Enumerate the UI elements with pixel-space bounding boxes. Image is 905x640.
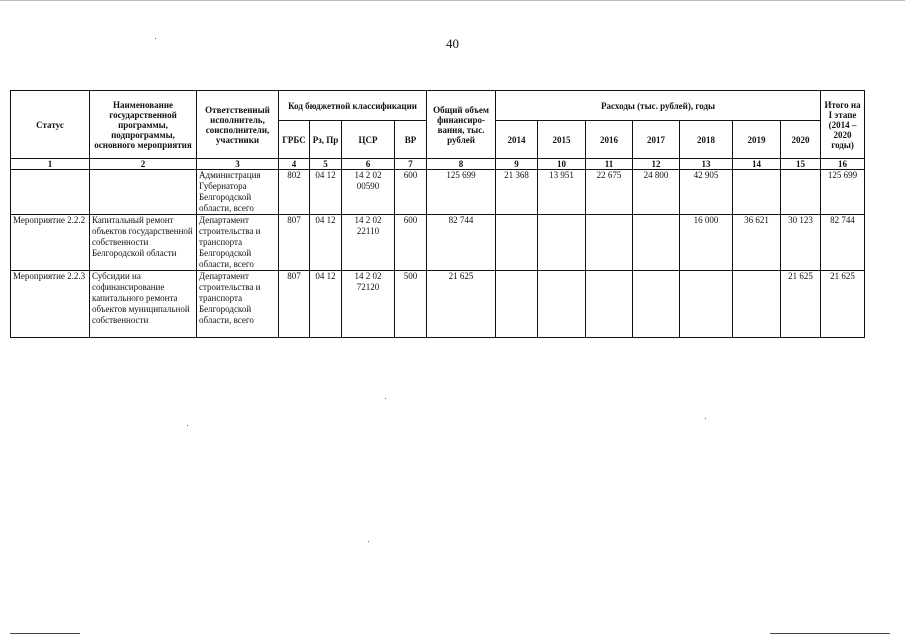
header-executor: Ответственный исполнитель, соисполнители, участники [197, 91, 279, 159]
header-year-2017: 2017 [633, 121, 680, 159]
column-number: 16 [821, 159, 865, 170]
column-number: 12 [633, 159, 680, 170]
cell-2019 [733, 271, 781, 338]
scan-artifact-dot [187, 425, 188, 426]
cell-total: 125 699 [427, 170, 496, 215]
header-total-financing: Общий объем финансиро-вания, тыс. рублей [427, 91, 496, 159]
cell-2016 [586, 215, 633, 271]
cell-2020 [781, 170, 821, 215]
cell-program-name: Субсидии на софинансирование капитального ремонта объектов муниципальной собственности [90, 271, 197, 338]
column-number: 15 [781, 159, 821, 170]
cell-2019 [733, 170, 781, 215]
column-number: 5 [310, 159, 342, 170]
header-vr: ВР [395, 121, 427, 159]
cell-status: Мероприятие 2.2.3 [11, 271, 90, 338]
cell-2018 [680, 271, 733, 338]
cell-rz-pr: 04 12 [310, 271, 342, 338]
cell-csr: 14 2 02 72120 [342, 271, 395, 338]
cell-2014: 21 368 [496, 170, 538, 215]
cell-grbs: 802 [279, 170, 310, 215]
header-expenses: Расходы (тыс. рублей), годы [496, 91, 821, 121]
column-number: 9 [496, 159, 538, 170]
cell-executor: Департамент строительства и транспорта Белгородской области, всего [197, 215, 279, 271]
cell-executor: Департамент строительства и транспорта Белгородской области, всего [197, 271, 279, 338]
cell-stage-total: 21 625 [821, 271, 865, 338]
cell-2016 [586, 271, 633, 338]
column-number: 14 [733, 159, 781, 170]
scan-artifact-dot [368, 541, 369, 542]
header-budget-code: Код бюджетной классификации [279, 91, 427, 121]
column-number: 11 [586, 159, 633, 170]
cell-2020: 30 123 [781, 215, 821, 271]
column-number: 6 [342, 159, 395, 170]
cell-stage-total: 125 699 [821, 170, 865, 215]
table-row [11, 271, 865, 338]
scan-artifact-line [770, 633, 890, 634]
column-number: 8 [427, 159, 496, 170]
cell-csr: 14 2 02 22110 [342, 215, 395, 271]
cell-2014 [496, 215, 538, 271]
header-rz-pr: Рз, Пр [310, 121, 342, 159]
cell-vr: 600 [395, 170, 427, 215]
header-status: Статус [11, 91, 90, 159]
scan-artifact-dot [385, 398, 386, 399]
cell-2017: 24 800 [633, 170, 680, 215]
cell-stage-total: 82 744 [821, 215, 865, 271]
page-number: 40 [446, 36, 459, 51]
cell-2017 [633, 271, 680, 338]
cell-2015 [538, 271, 586, 338]
cell-2016: 22 675 [586, 170, 633, 215]
column-number: 3 [197, 159, 279, 170]
cell-grbs: 807 [279, 215, 310, 271]
cell-2019: 36 621 [733, 215, 781, 271]
cell-csr: 14 2 02 00590 [342, 170, 395, 215]
header-csr: ЦСР [342, 121, 395, 159]
scan-artifact-dot [705, 418, 706, 419]
cell-vr: 500 [395, 271, 427, 338]
header-year-2018: 2018 [680, 121, 733, 159]
header-year-2020: 2020 [781, 121, 821, 159]
cell-rz-pr: 04 12 [310, 215, 342, 271]
cell-grbs: 807 [279, 271, 310, 338]
header-stage-total: Итого на I этапе (2014 – 2020 годы) [821, 91, 865, 159]
cell-total: 21 625 [427, 271, 496, 338]
cell-status [11, 170, 90, 215]
scan-artifact-line [0, 0, 905, 1]
column-number: 7 [395, 159, 427, 170]
column-number: 4 [279, 159, 310, 170]
table-row [11, 170, 865, 215]
column-number: 13 [680, 159, 733, 170]
cell-2018: 42 905 [680, 170, 733, 215]
cell-2020: 21 625 [781, 271, 821, 338]
cell-2014 [496, 271, 538, 338]
scan-artifact-line [10, 633, 80, 634]
cell-executor: Администрация Губернатора Белгородской области, всего [197, 170, 279, 215]
header-program-name: Наименование государственной программы, подпрограммы, основного мероприятия [90, 91, 197, 159]
cell-2018: 16 000 [680, 215, 733, 271]
cell-total: 82 744 [427, 215, 496, 271]
header-year-2015: 2015 [538, 121, 586, 159]
cell-status: Мероприятие 2.2.2 [11, 215, 90, 271]
column-number: 10 [538, 159, 586, 170]
cell-2015: 13 951 [538, 170, 586, 215]
column-number: 1 [11, 159, 90, 170]
table-row [11, 215, 865, 271]
header-year-2019: 2019 [733, 121, 781, 159]
header-year-2016: 2016 [586, 121, 633, 159]
column-number: 2 [90, 159, 197, 170]
budget-table [10, 90, 865, 338]
cell-vr: 600 [395, 215, 427, 271]
header-grbs: ГРБС [279, 121, 310, 159]
cell-2017 [633, 215, 680, 271]
cell-rz-pr: 04 12 [310, 170, 342, 215]
scan-artifact-dot [155, 38, 156, 39]
cell-program-name [90, 170, 197, 215]
cell-2015 [538, 215, 586, 271]
cell-program-name: Капитальный ремонт объектов государственной собственности Белгородской области [90, 215, 197, 271]
header-year-2014: 2014 [496, 121, 538, 159]
